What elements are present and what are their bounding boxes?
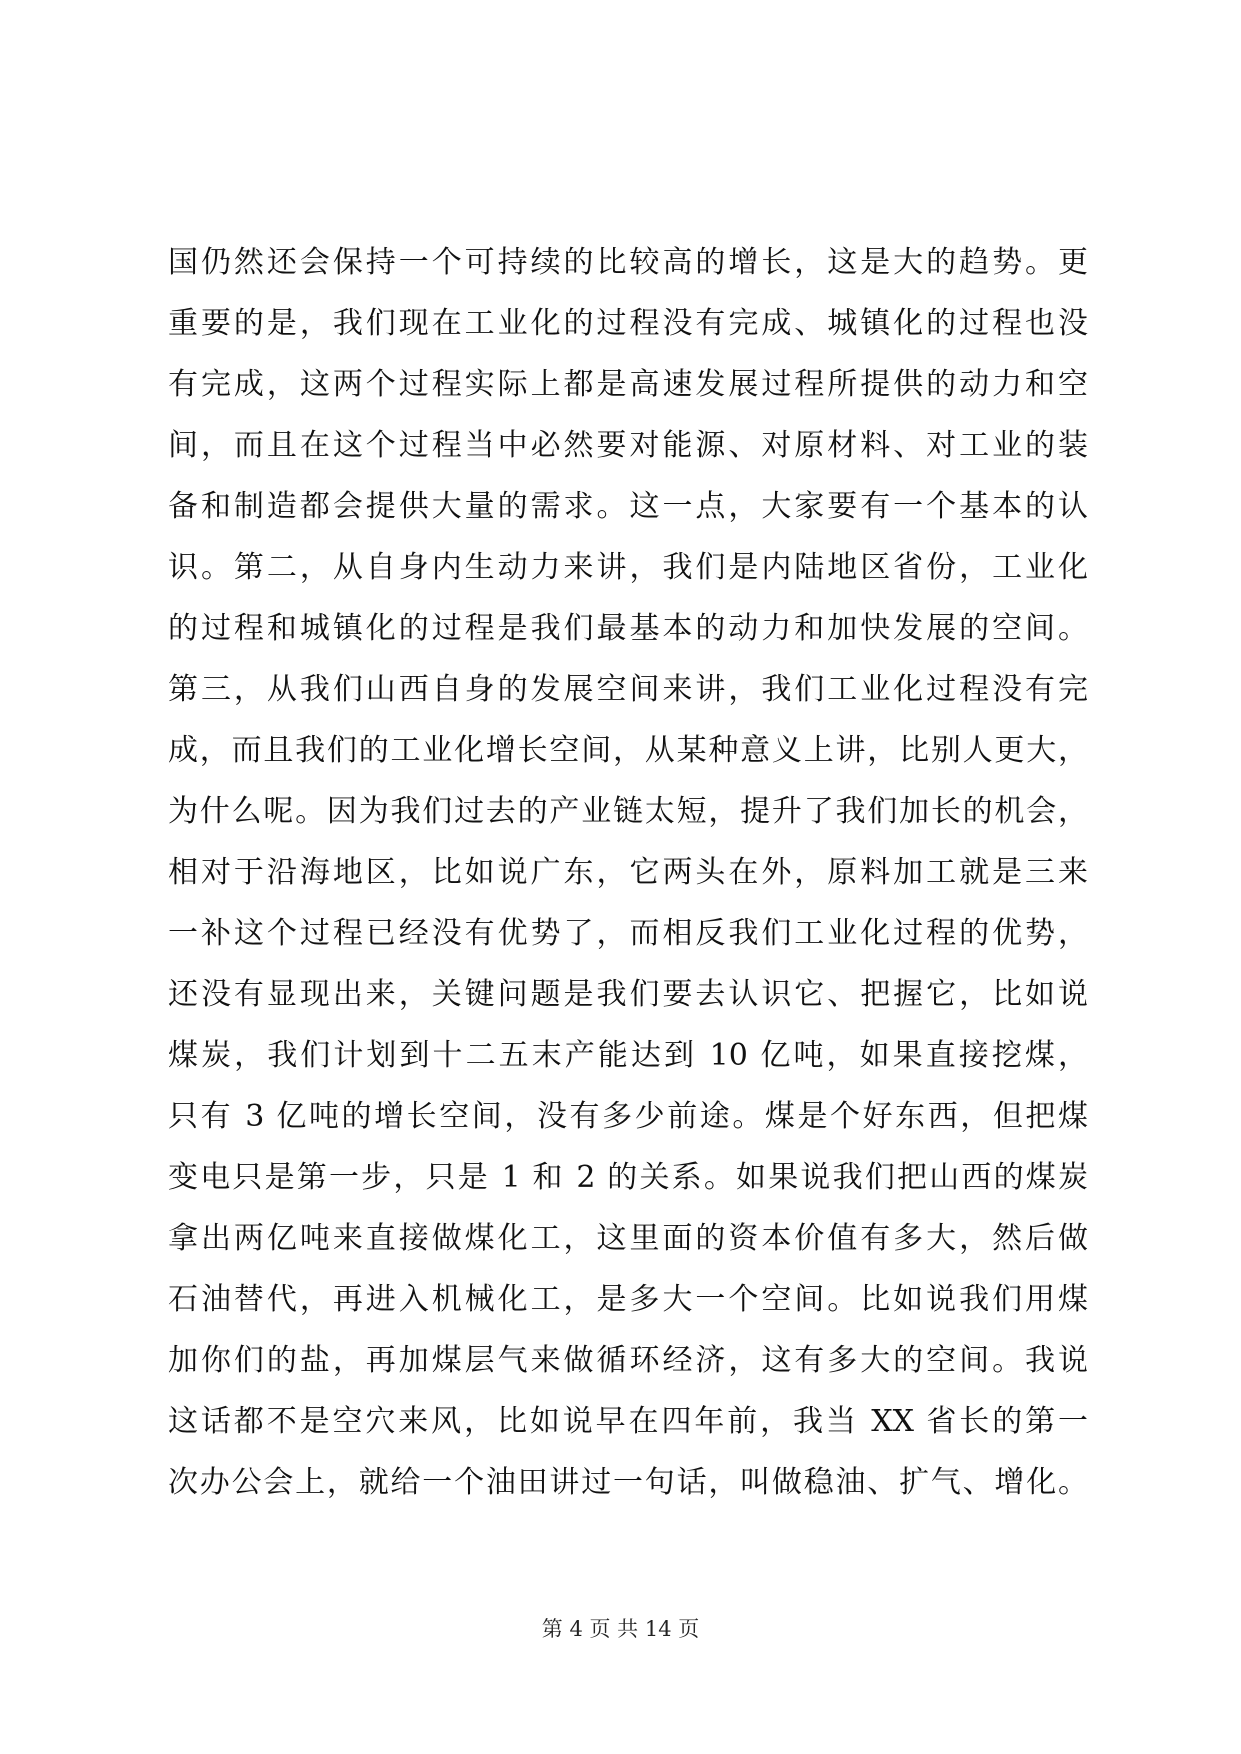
text-line: 重要的是，我们现在工业化的过程没有完成、城镇化的过程也没 <box>168 306 1088 341</box>
text-line: 国仍然还会保持一个可持续的比较高的增长，这是大的趋势。更 <box>168 245 1088 280</box>
text-line: 识。第二，从自身内生动力来讲，我们是内陆地区省份，工业化 <box>168 550 1088 585</box>
text-line: 加你们的盐，再加煤层气来做循环经济，这有多大的空间。我说 <box>168 1343 1088 1378</box>
page-number-footer: 第 4 页 共 14 页 <box>541 1617 700 1641</box>
body-text <box>168 232 1088 1513</box>
text-line: 相对于沿海地区，比如说广东，它两头在外，原料加工就是三来 <box>168 855 1088 890</box>
text-line: 成，而且我们的工业化增长空间，从某种意义上讲，比别人更大， <box>168 733 1088 768</box>
text-line: 次办公会上，就给一个油田讲过一句话，叫做稳油、扩气、增化。 <box>168 1465 1088 1500</box>
text-line: 石油替代，再进入机械化工，是多大一个空间。比如说我们用煤 <box>168 1282 1088 1317</box>
text-line: 拿出两亿吨来直接做煤化工，这里面的资本价值有多大，然后做 <box>168 1221 1088 1256</box>
text-line: 只有 3 亿吨的增长空间，没有多少前途。煤是个好东西，但把煤 <box>168 1099 1088 1134</box>
text-line: 这话都不是空穴来风，比如说早在四年前，我当 XX 省长的第一 <box>168 1404 1088 1439</box>
text-line: 第三，从我们山西自身的发展空间来讲，我们工业化过程没有完 <box>168 672 1088 707</box>
text-line: 间，而且在这个过程当中必然要对能源、对原材料、对工业的装 <box>168 428 1088 463</box>
text-line: 一补这个过程已经没有优势了，而相反我们工业化过程的优势， <box>168 916 1088 951</box>
text-line: 还没有显现出来，关键问题是我们要去认识它、把握它，比如说 <box>168 977 1088 1012</box>
text-line: 备和制造都会提供大量的需求。这一点，大家要有一个基本的认 <box>168 489 1088 524</box>
text-line: 煤炭，我们计划到十二五末产能达到 10 亿吨，如果直接挖煤， <box>168 1038 1088 1073</box>
text-line: 的过程和城镇化的过程是我们最基本的动力和加快发展的空间。 <box>168 611 1088 646</box>
text-line: 变电只是第一步，只是 1 和 2 的关系。如果说我们把山西的煤炭 <box>168 1160 1088 1195</box>
text-line: 有完成，这两个过程实际上都是高速发展过程所提供的动力和空 <box>168 367 1088 402</box>
text-line: 为什么呢。因为我们过去的产业链太短，提升了我们加长的机会， <box>168 794 1088 829</box>
